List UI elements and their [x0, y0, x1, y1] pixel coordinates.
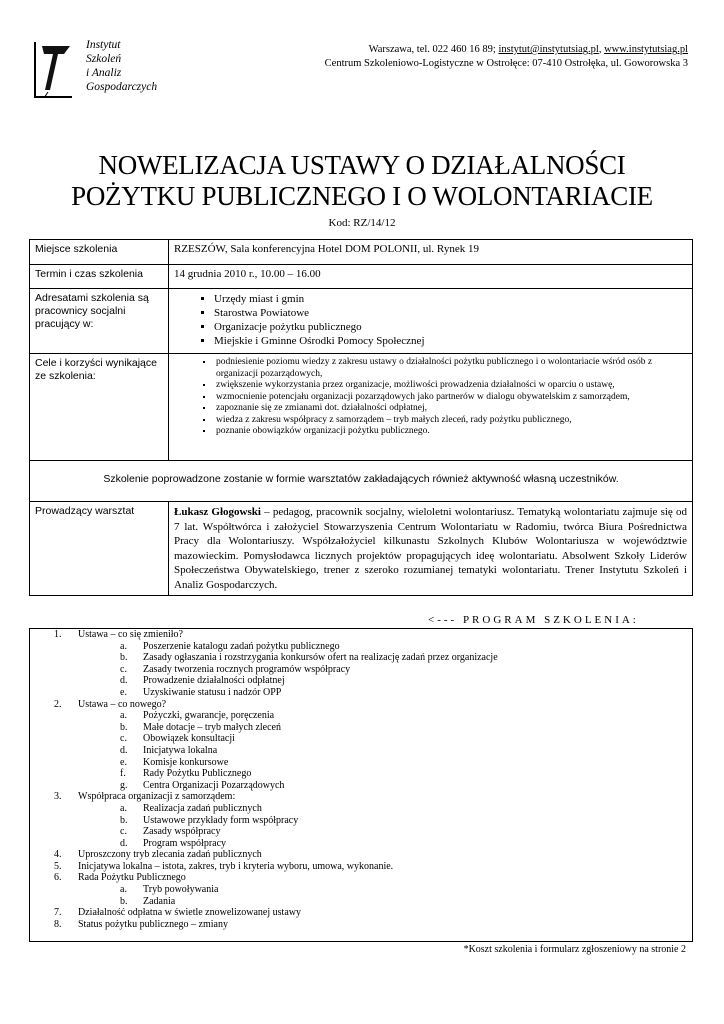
program-item	[54, 919, 498, 931]
program-item	[54, 849, 498, 861]
sub-item-letter: a.	[120, 884, 127, 896]
item-text: Inicjatywa lokalna – istota, zakres, tryb i kryteria wyboru, umowa, wykonanie.	[78, 860, 394, 872]
sub-item-text: Uzyskiwanie statusu i nadzór OPP	[143, 686, 282, 698]
sub-list	[78, 641, 498, 699]
title-line-1: NOWELIZACJA USTAWY O DZIAŁALNOŚCI	[98, 150, 626, 180]
sub-item-text: Ustawowe przykłady form współpracy	[143, 814, 299, 826]
table-row	[30, 240, 693, 265]
sub-item	[120, 757, 498, 769]
item-number: 1.	[54, 629, 62, 640]
date-label: Termin i czas szkolenia	[30, 265, 169, 289]
item-number: 6.	[54, 872, 62, 884]
goals-label: Cele i korzyści wynikające ze szkolenia:	[30, 354, 169, 461]
list-item: ▪ Urzędy miast i gmin	[214, 292, 687, 306]
list-item: ▪ poznanie obowiązków organizacji pożytku publicznego.	[214, 426, 687, 438]
phone-text: Warszawa, tel. 022 460 16 89;	[368, 44, 499, 55]
pen-logo-icon	[34, 42, 74, 98]
sub-item	[120, 884, 498, 896]
course-code: Kod: RZ/14/12	[328, 217, 396, 229]
sub-item-letter: a.	[120, 640, 127, 652]
list-item: ▪ wzmocnienie potencjału organizacji pozarządowych jako partnerów w dialogu obywatelskim z samorządem,	[214, 392, 687, 404]
logo-text	[86, 38, 157, 94]
sub-item-letter: e.	[120, 756, 127, 768]
sub-item-text: Inicjatywa lokalna	[143, 744, 218, 756]
workshop-notice: Szkolenie poprowadzone zostanie w formie warsztatów zakładających również aktywność własną uczestników.	[30, 461, 693, 502]
sub-item	[120, 687, 498, 699]
sub-item-text: Zadania	[143, 895, 176, 907]
trainer-name: Łukasz Głogowski	[174, 506, 261, 518]
trainer-label: Prowadzący warsztat	[30, 502, 169, 596]
sub-item	[120, 838, 498, 850]
sub-item-text: Program współpracy	[143, 837, 227, 849]
sub-item	[120, 896, 498, 908]
sub-item-text: Zasady współpracy	[143, 826, 221, 838]
sub-item-text: Prowadzenie działalności odpłatnej	[143, 675, 285, 687]
sub-item-letter: c.	[120, 733, 127, 745]
sub-item-letter: d.	[120, 837, 128, 849]
logo-line: Instytut	[86, 39, 121, 51]
item-text: Ustawa – co się zmieniło?	[78, 629, 183, 640]
list-item: ▪ zwiększenie wykorzystania przez organizacje, możliwości prowadzenia działalności w oparciu o ustawę,	[214, 380, 687, 392]
item-text: Status pożytku publicznego – zmiany	[78, 918, 228, 930]
table-row	[30, 289, 693, 354]
contact-line-1	[325, 43, 688, 57]
sub-item-letter: b.	[120, 895, 128, 907]
sub-item	[120, 768, 498, 780]
sub-item	[120, 675, 498, 687]
list-item: ▪ Starostwa Powiatowe	[214, 306, 687, 320]
sub-list	[78, 884, 498, 907]
contact-line-2: Centrum Szkoleniowo-Logistyczne w Ostrołęce: 07-410 Ostrołęka, ul. Goworowska 3	[324, 58, 688, 69]
sub-item-text: Małe dotacje – tryb małych zleceń	[143, 721, 281, 733]
sub-item	[120, 641, 498, 653]
list-item: ▪ Miejskie i Gminne Ośrodki Pomocy Społecznej	[214, 334, 687, 348]
footer-note: *Koszt szkolenia i formularz zgłoszeniowy na stronie 2	[463, 944, 686, 955]
sub-item-text: Realizacja zadań publicznych	[143, 802, 262, 814]
program-item	[54, 629, 498, 699]
sub-item	[120, 733, 498, 745]
sub-item-text: Komisje konkursowe	[143, 756, 229, 768]
logo-line: Szkoleń	[86, 53, 122, 65]
audience-label: Adresatami szkolenia są pracownicy socjalni pracujący w:	[30, 289, 169, 354]
date-value: 14 grudnia 2010 r., 10.00 – 16.00	[169, 265, 693, 289]
sub-item-letter: a.	[120, 710, 127, 722]
email-link[interactable]: instytut@instytutsiag.pl	[498, 44, 599, 55]
course-info-table	[29, 239, 693, 596]
sub-item-letter: c.	[120, 826, 127, 838]
item-number: 8.	[54, 918, 62, 930]
item-text: Współpraca organizacji z samorządem:	[78, 791, 236, 803]
list-item: ▪ Organizacje pożytku publicznego	[214, 320, 687, 334]
item-number: 2.	[54, 698, 62, 710]
table-row	[30, 502, 693, 596]
item-number: 7.	[54, 907, 62, 919]
sub-item-letter: g.	[120, 779, 128, 791]
sub-item-letter: c.	[120, 663, 127, 675]
list-item: ▪ podniesienie poziomu wiedzy z zakresu ustawy o działalności pożytku publicznego i o wolontariacie wśród osób z organizacji pozarządowych,	[214, 357, 687, 380]
item-number: 4.	[54, 849, 62, 861]
contact-header	[325, 43, 688, 71]
program-item	[54, 699, 498, 792]
sub-item-letter: f.	[120, 768, 126, 780]
sub-item-letter: d.	[120, 744, 128, 756]
sub-item-text: Pożyczki, gwarancje, poręczenia	[143, 710, 275, 722]
sub-item-text: Obowiązek konsultacji	[143, 733, 235, 745]
trainer-bio	[169, 502, 693, 596]
sub-item	[120, 826, 498, 838]
item-number: 3.	[54, 791, 62, 803]
sub-item-text: Centra Organizacji Pozarządowych	[143, 779, 285, 791]
goals-list	[174, 357, 687, 438]
list-item: ▪ wiedza z zakresu współpracy z samorządem – tryb małych zleceń, rady pożytku publicznego,	[214, 415, 687, 427]
item-text: Działalność odpłatna w świetle znowelizowanej ustawy	[78, 907, 301, 919]
goals-value	[169, 354, 693, 461]
sub-item	[120, 745, 498, 757]
audience-list	[174, 292, 687, 348]
program-box	[29, 628, 693, 942]
sub-item-letter: d.	[120, 675, 128, 687]
sub-item	[120, 710, 498, 722]
sub-item-letter: b.	[120, 652, 128, 664]
program-heading: <--- PROGRAM SZKOLENIA:	[428, 614, 639, 626]
table-row	[30, 461, 693, 502]
sub-item-text: Rady Pożytku Publicznego	[143, 768, 252, 780]
sub-list	[78, 710, 498, 791]
sub-item-text: Tryb powoływania	[143, 884, 219, 896]
sub-item	[120, 664, 498, 676]
audience-value	[169, 289, 693, 354]
program-item	[54, 907, 498, 919]
institute-logo	[34, 38, 158, 110]
place-label: Miejsce szkolenia	[30, 240, 169, 265]
sub-list	[78, 803, 498, 849]
separator: ,	[598, 44, 605, 55]
program-item	[54, 861, 498, 873]
sub-item-letter: e.	[120, 686, 127, 698]
sub-item-text: Zasady tworzenia rocznych programów współpracy	[143, 663, 351, 675]
place-value: RZESZÓW, Sala konferencyjna Hotel DOM POLONII, ul. Rynek 19	[169, 240, 693, 265]
trainer-description: – pedagog, pracownik socjalny, wieloletni wolontariusz. Tematyką wolontariatu zajmuje się od 7 lat. Współtwórca i założyciel Stowarzyszenia Centrum Wolontariatu w Radomiu, twórca Biura Pośrednictwa Pracy dla Wolontariuszy. Współzałożyciel kilkunastu Szkolnych Klubów Wolontariusza w województwie mazowieckim. Pomysłodawca licznych projektów propagujących ideę wolontariatu. Absolwent Szkoły Liderów Społeczeństwa Obywatelskiego, trener z szeroko rozumianej tematyki wolontariatu. Trener Instytutu Szkoleń i Analiz Gospodarczych.	[174, 506, 687, 591]
sub-item-text: Poszerzenie katalogu zadań pożytku publicznego	[143, 640, 340, 652]
table-row	[30, 265, 693, 289]
website-link[interactable]: www.instytutsiag.pl	[604, 44, 688, 55]
item-text: Uproszczony tryb zlecania zadań publicznych	[78, 849, 262, 861]
item-text: Rada Pożytku Publicznego	[78, 872, 186, 884]
title-line-2: POŻYTKU PUBLICZNEGO I O WOLONTARIACIE	[71, 181, 653, 211]
sub-item	[120, 722, 498, 734]
list-item: ▪ zapoznanie się ze zmianami dot. działalności odpłatnej,	[214, 403, 687, 415]
sub-item	[120, 803, 498, 815]
sub-item-letter: b.	[120, 814, 128, 826]
sub-item	[120, 780, 498, 792]
document-title	[0, 150, 724, 212]
logo-line: i Analiz	[86, 67, 122, 79]
item-text: Ustawa – co nowego?	[78, 698, 167, 710]
sub-item-letter: a.	[120, 802, 127, 814]
logo-line: Gospodarczych	[86, 81, 158, 93]
sub-item	[120, 815, 498, 827]
program-list	[54, 629, 498, 930]
program-item	[54, 791, 498, 849]
program-item	[54, 872, 498, 907]
sub-item	[120, 652, 498, 664]
sub-item-letter: b.	[120, 721, 128, 733]
item-number: 5.	[54, 860, 62, 872]
table-row	[30, 354, 693, 461]
sub-item-text: Zasady ogłaszania i rozstrzygania konkursów ofert na realizację zadań przez organizacje	[143, 652, 498, 664]
